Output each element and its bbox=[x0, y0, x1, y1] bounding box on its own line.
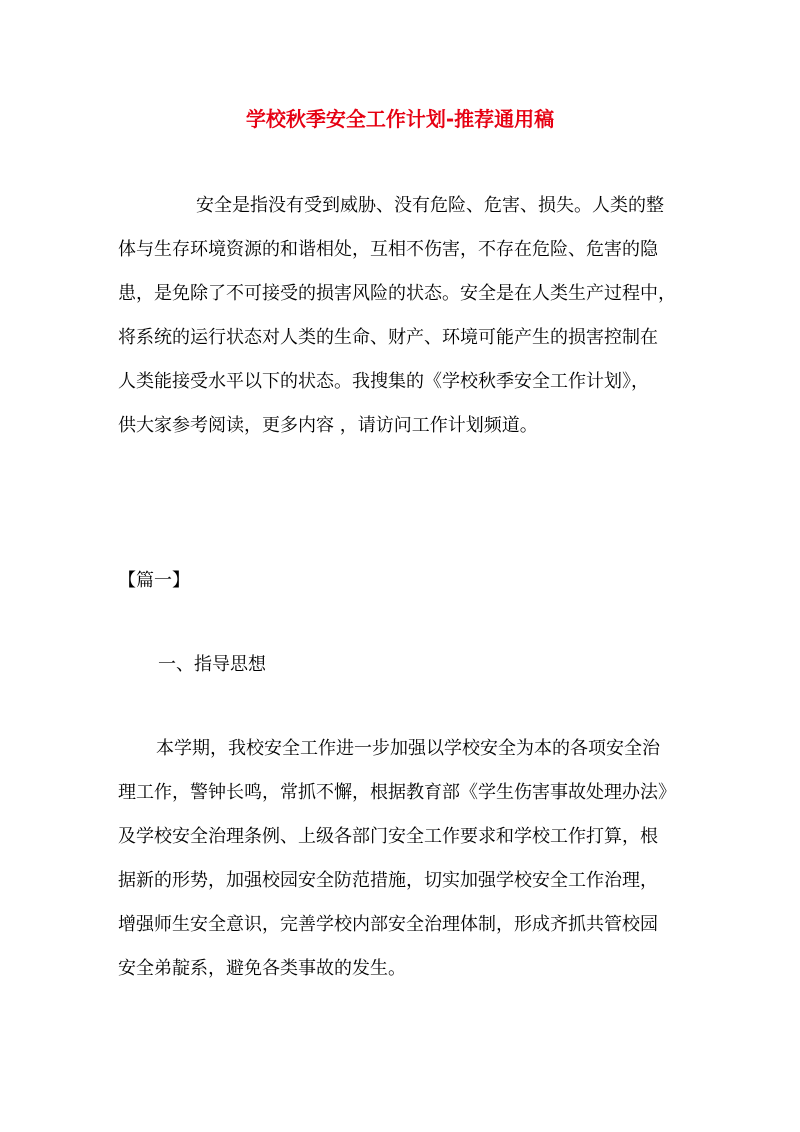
intro-paragraph bbox=[118, 184, 676, 448]
body-line: 安全弟靛系，避免各类事故的发生。 bbox=[118, 958, 406, 979]
section-label: 【篇一】 bbox=[118, 570, 190, 591]
intro-line: 供大家参考阅读，更多内容 ，请访问工作计划频道。 bbox=[118, 415, 538, 436]
intro-line: 患，是免除了不可接受的损害风险的状态。安全是在人类生产过程中， bbox=[118, 283, 676, 304]
body-paragraph bbox=[118, 727, 676, 991]
section-heading: 一、指导思想 bbox=[158, 654, 266, 675]
body-line: 本学期，我校安全工作进一步加强以学校安全为本的各项安全治 bbox=[156, 738, 660, 759]
body-line: 据新的形势，加强校园安全防范措施，切实加强学校安全工作治理， bbox=[118, 870, 658, 891]
intro-line: 安全是指没有受到威胁、没有危险、危害、损失。人类的整 bbox=[196, 195, 664, 216]
intro-line: 将系统的运行状态对人类的生命、财产、环境可能产生的损害控制在 bbox=[118, 327, 658, 348]
body-line: 理工作，警钟长鸣，常抓不懈，根据教育部《学生伤害事故处理办法》 bbox=[118, 782, 676, 803]
intro-line: 人类能接受水平以下的状态。我搜集的《学校秋季安全工作计划》， bbox=[118, 371, 649, 392]
document-title: 学校秋季安全工作计划-推荐通用稿 bbox=[245, 107, 555, 131]
body-line: 增强师生安全意识，完善学校内部安全治理体制，形成齐抓共管校园 bbox=[118, 914, 658, 935]
body-line: 及学校安全治理条例、上级各部门安全工作要求和学校工作打算，根 bbox=[118, 826, 658, 847]
intro-line: 体与生存环境资源的和谐相处，互相不伤害，不存在危险、危害的隐 bbox=[118, 239, 658, 260]
